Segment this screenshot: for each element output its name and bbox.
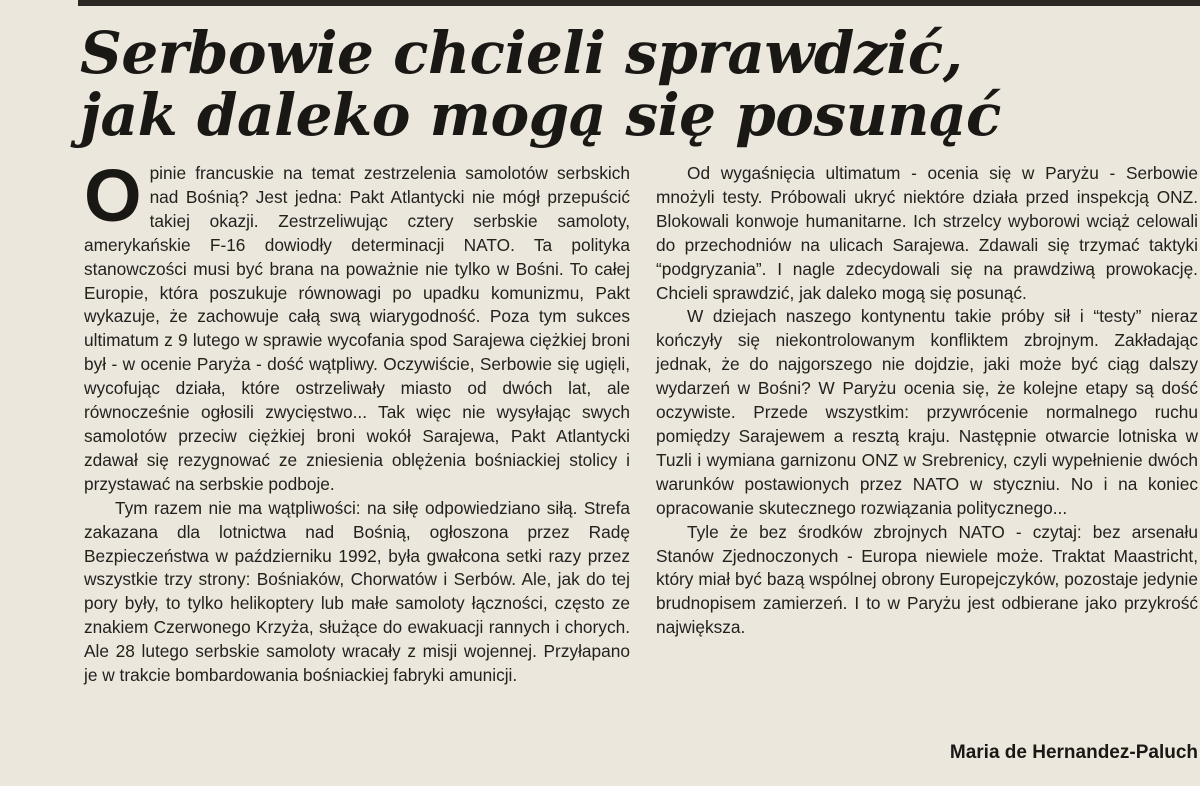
body-paragraph: Tym razem nie ma wątpliwości: na siłę odpowiedziano siłą. Strefa zakazana dla lotnictwa nad Bośnią, ogłoszona przez Radę Bezpieczeństwa w październiku 1992, była gwałcona setki razy przez wszystkie trzy strony: Bośniaków, Chorwatów i Serbów. Ale, jak do tej pory były, to tylko helikoptery lub małe samoloty łączności, często ze znakiem Czerwonego Krzyża, służące do ewakuacji rannych i chorych. Ale 28 lutego serbskie samoloty wracały z misji wojennej. Przyłapano je w trakcie bombardowania bośniackiej fabryki amunicji. [84, 497, 630, 686]
lead-paragraph [84, 154, 630, 497]
right-column [656, 162, 1198, 640]
body-paragraph: W dziejach naszego kontynentu takie próby sił i “testy” nieraz kończyły się niekontrolowanym konfliktem zbrojnym. Zakładając jednak, że do najgorszego nie dojdzie, jaki może być ciąg dalszy wydarzeń w Bośni? W Paryżu ocenia się, że kolejne etapy są dość oczywiste. Przede wszystkim: przywrócenie normalnego ruchu pomiędzy Sarajewem a resztą kraju. Następnie otwarcie lotniska w Tuzli i wymiana garnizonu ONZ w Srebrenicy, czyli wypełnienie dwóch warunków postawionych przez NATO w styczniu. No i na koniec opracowanie skutecznego rozwiązania politycznego... [656, 306, 1198, 518]
top-rule [78, 0, 1200, 6]
left-column [84, 154, 630, 688]
author-byline: Maria de Hernandez-Paluch [949, 742, 1198, 763]
headline-line-1: Serbowie chcieli sprawdzić, [80, 19, 963, 87]
drop-cap: O [84, 154, 142, 237]
body-paragraph: Tyle że bez środków zbrojnych NATO - czytaj: bez arsenału Stanów Zjednoczonych - Europa niewiele może. Traktat Maastricht, który miał być bazą wspólnej obrony Europejczyków, pozostaje jedynie brudnopisem zamierzeń. I to w Paryżu jest odbierane jako przykrość największa. [656, 521, 1198, 638]
body-paragraph: Od wygaśnięcia ultimatum - ocenia się w Paryżu - Serbowie mnożyli testy. Próbowali ukryć niektóre działa przed inspekcją ONZ. Blokowali konwoje humanitarne. Ich strzelcy wyborowi wciąż celowali do przechodniów na ulicach Sarajewa. Zdawali się trzymać taktyki “podgryzania”. I nagle zdecydowali się na prawdziwą prowokację. Chcieli sprawdzić, jak daleko mogą się posunąć. [656, 163, 1198, 303]
headline-line-2: jak daleko mogą się posunąć [80, 81, 1001, 149]
article-headline [80, 19, 1190, 149]
lead-paragraph-text: pinie francuskie na temat zestrzelenia samolotów serbskich nad Bośnią? Jest jedna: Pakt Atlantycki nie mógł przepuścić takiej okazji. Zestrzeliwując cztery serbskie samoloty, amerykańskie F-16 dowiodły determinacji NATO. Ta polityka stanowczości musi być brana na poważnie nie tylko w Bośni. To całej Europie, która poszukuje równowagi po upadku komunizmu, Pakt wykazuje, że zachowuje całą swą wiarygodność. Poza tym sukces ultimatum z 9 lutego w sprawie wycofania spod Sarajewa ciężkiej broni był - w ocenie Paryża - dość wątpliwy. Oczywiście, Serbowie się ugięli, wycofując działa, które ostrzeliwały miasto od dwóch lat, ale równocześnie ogłosili zwycięstwo... Tak więc nie wysyłając swych samolotów przeciw ciężkiej broni wokół Sarajewa, Pakt Atlantycki zdawał się rezygnować ze zniesienia oblężenia bośniackiej stolicy i przystawać na serbskie podboje. [84, 163, 630, 494]
